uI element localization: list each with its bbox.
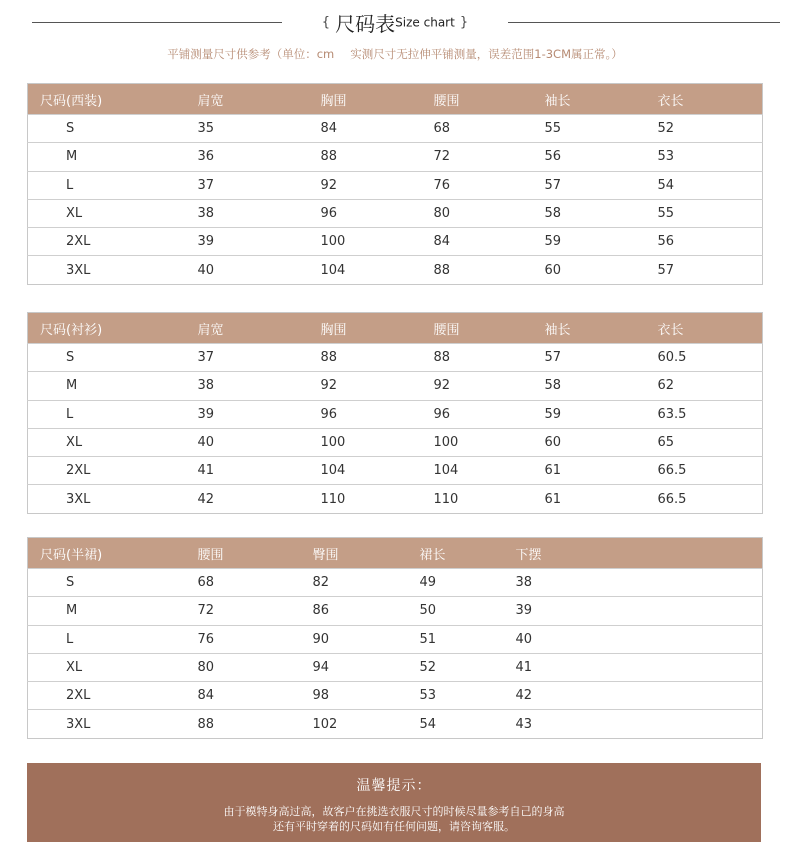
shirt-size-table (27, 312, 763, 514)
table-row (28, 143, 763, 171)
table-row (28, 485, 763, 513)
header-cell: 胸围 (321, 84, 434, 115)
measurement-cell: 92 (434, 372, 545, 400)
measurement-cell: 56 (658, 228, 763, 256)
tips-box (27, 763, 761, 842)
size-label-cell: 3XL (28, 710, 198, 738)
size-label-cell: L (28, 171, 198, 199)
measurement-cell: 104 (321, 457, 434, 485)
header-cell: 臀围 (313, 538, 420, 569)
measurement-cell: 50 (420, 597, 516, 625)
measurement-cell: 58 (545, 372, 658, 400)
measurement-cell: 110 (434, 485, 545, 513)
header-cell: 肩宽 (198, 84, 321, 115)
measurement-cell: 80 (434, 199, 545, 227)
header-cell: 尺码(半裙) (28, 538, 198, 569)
measurement-cell: 66.5 (658, 485, 763, 513)
measurement-cell: 36 (198, 143, 321, 171)
size-label-cell: XL (28, 428, 198, 456)
header-cell: 衣长 (658, 313, 763, 344)
measurement-cell: 76 (434, 171, 545, 199)
measurement-cell: 100 (434, 428, 545, 456)
measurement-cell: 42 (198, 485, 321, 513)
title-text (300, 8, 490, 37)
measurement-cell: 57 (545, 171, 658, 199)
measurement-cell: 100 (321, 428, 434, 456)
measurement-cell: 43 (516, 710, 636, 738)
measurement-cell: 54 (420, 710, 516, 738)
measurement-cell: 60 (545, 256, 658, 284)
title-divider-left (32, 22, 282, 23)
measurement-cell: 104 (321, 256, 434, 284)
table-row (28, 228, 763, 256)
measurement-cell: 88 (198, 710, 313, 738)
title-divider-right (508, 22, 780, 23)
suit-table-body (28, 115, 763, 285)
table-header-row (28, 84, 763, 115)
measurement-cell: 60.5 (658, 344, 763, 372)
measurement-cell: 41 (516, 653, 636, 681)
header-cell: 尺码(西装) (28, 84, 198, 115)
measurement-cell: 40 (516, 625, 636, 653)
measurement-cell: 51 (420, 625, 516, 653)
measurement-cell: 88 (434, 344, 545, 372)
measurement-cell: 58 (545, 199, 658, 227)
size-label-cell: M (28, 597, 198, 625)
size-label-cell: S (28, 115, 198, 143)
measurement-cell: 41 (198, 457, 321, 485)
measurement-cell: 68 (198, 569, 313, 597)
measurement-cell (636, 682, 763, 710)
measurement-cell (636, 597, 763, 625)
table-row (28, 597, 763, 625)
measurement-cell: 38 (198, 372, 321, 400)
size-label-cell: 3XL (28, 256, 198, 284)
measurement-cell: 90 (313, 625, 420, 653)
measurement-cell: 39 (198, 228, 321, 256)
header-cell: 腰围 (198, 538, 313, 569)
measurement-cell (636, 625, 763, 653)
measurement-cell: 68 (434, 115, 545, 143)
header-cell: 裙长 (420, 538, 516, 569)
measurement-cell: 59 (545, 228, 658, 256)
measurement-cell: 37 (198, 344, 321, 372)
table-row (28, 115, 763, 143)
measurement-cell: 40 (198, 428, 321, 456)
table-row (28, 625, 763, 653)
measurement-cell: 42 (516, 682, 636, 710)
measurement-cell: 84 (434, 228, 545, 256)
tips-line-2: 还有平时穿着的尺码如有任何问题，请咨询客服。 (273, 820, 515, 833)
measurement-cell: 61 (545, 457, 658, 485)
skirt-size-table (27, 537, 763, 739)
size-label-cell: XL (28, 199, 198, 227)
measurement-cell: 35 (198, 115, 321, 143)
size-label-cell: M (28, 372, 198, 400)
header-cell (636, 538, 763, 569)
measurement-cell: 57 (545, 344, 658, 372)
table-row (28, 256, 763, 284)
measurement-cell: 53 (420, 682, 516, 710)
measurement-cell: 96 (321, 199, 434, 227)
table-row (28, 457, 763, 485)
note-tolerance: 实测尺寸无拉伸平铺测量，误差范围1-3CM属正常。） (350, 47, 623, 61)
measurement-cell: 88 (321, 143, 434, 171)
size-label-cell: L (28, 400, 198, 428)
measurement-cell: 61 (545, 485, 658, 513)
size-label-cell: 3XL (28, 485, 198, 513)
header-cell: 下摆 (516, 538, 636, 569)
measurement-cell: 104 (434, 457, 545, 485)
measurement-cell: 52 (658, 115, 763, 143)
measurement-cell: 110 (321, 485, 434, 513)
title-en: Size chart (395, 15, 455, 30)
measurement-cell: 63.5 (658, 400, 763, 428)
measurement-cell: 38 (516, 569, 636, 597)
measurement-cell (636, 653, 763, 681)
table-row (28, 710, 763, 738)
measurement-cell: 49 (420, 569, 516, 597)
measurement-cell: 98 (313, 682, 420, 710)
size-label-cell: S (28, 569, 198, 597)
measurement-cell: 55 (545, 115, 658, 143)
measurement-cell: 40 (198, 256, 321, 284)
measurement-cell: 84 (198, 682, 313, 710)
measurement-cell: 57 (658, 256, 763, 284)
title-cn: 尺码表 (335, 12, 396, 36)
header-cell: 腰围 (434, 313, 545, 344)
measurement-cell: 65 (658, 428, 763, 456)
measurement-cell (636, 710, 763, 738)
measurement-cell: 86 (313, 597, 420, 625)
measurement-cell: 92 (321, 171, 434, 199)
measurement-cell: 59 (545, 400, 658, 428)
header-cell: 肩宽 (198, 313, 321, 344)
measurement-cell: 37 (198, 171, 321, 199)
measurement-cell: 60 (545, 428, 658, 456)
shirt-table-body (28, 344, 763, 514)
measurement-cell: 66.5 (658, 457, 763, 485)
measurement-cell: 88 (434, 256, 545, 284)
measurement-cell: 102 (313, 710, 420, 738)
title-brace-close: } (459, 15, 469, 30)
measurement-cell: 76 (198, 625, 313, 653)
skirt-table-body (28, 569, 763, 739)
tips-line-1: 由于模特身高过高，故客户在挑选衣服尺寸的时候尽量参考自己的身高 (223, 805, 565, 818)
measurement-cell: 54 (658, 171, 763, 199)
measurement-note (0, 46, 790, 62)
measurement-cell: 72 (434, 143, 545, 171)
title-brace-open: { (321, 15, 331, 30)
table-row (28, 199, 763, 227)
measurement-cell: 84 (321, 115, 434, 143)
table-row (28, 372, 763, 400)
table-row (28, 569, 763, 597)
size-chart-title (0, 8, 790, 36)
table-row (28, 400, 763, 428)
header-cell: 腰围 (434, 84, 545, 115)
header-cell: 袖长 (545, 313, 658, 344)
measurement-cell: 96 (321, 400, 434, 428)
measurement-cell: 38 (198, 199, 321, 227)
measurement-cell: 96 (434, 400, 545, 428)
measurement-cell: 55 (658, 199, 763, 227)
table-row (28, 344, 763, 372)
measurement-cell: 39 (516, 597, 636, 625)
measurement-cell: 72 (198, 597, 313, 625)
note-unit: 平铺测量尺寸供参考（单位：cm (167, 47, 335, 61)
size-label-cell: 2XL (28, 457, 198, 485)
header-cell: 袖长 (545, 84, 658, 115)
table-row (28, 171, 763, 199)
measurement-cell: 39 (198, 400, 321, 428)
measurement-cell: 94 (313, 653, 420, 681)
table-header-row (28, 538, 763, 569)
measurement-cell: 82 (313, 569, 420, 597)
header-cell: 尺码(衬衫) (28, 313, 198, 344)
table-row (28, 428, 763, 456)
measurement-cell: 80 (198, 653, 313, 681)
size-label-cell: L (28, 625, 198, 653)
measurement-cell: 100 (321, 228, 434, 256)
measurement-cell: 92 (321, 372, 434, 400)
header-cell: 衣长 (658, 84, 763, 115)
size-label-cell: S (28, 344, 198, 372)
measurement-cell: 88 (321, 344, 434, 372)
table-header-row (28, 313, 763, 344)
measurement-cell (636, 569, 763, 597)
size-label-cell: M (28, 143, 198, 171)
measurement-cell: 56 (545, 143, 658, 171)
measurement-cell: 53 (658, 143, 763, 171)
tips-title: 温馨提示： (356, 778, 432, 794)
table-row (28, 682, 763, 710)
suit-size-table (27, 83, 763, 285)
size-label-cell: 2XL (28, 228, 198, 256)
size-label-cell: 2XL (28, 682, 198, 710)
table-row (28, 653, 763, 681)
measurement-cell: 52 (420, 653, 516, 681)
measurement-cell: 62 (658, 372, 763, 400)
size-label-cell: XL (28, 653, 198, 681)
header-cell: 胸围 (321, 313, 434, 344)
